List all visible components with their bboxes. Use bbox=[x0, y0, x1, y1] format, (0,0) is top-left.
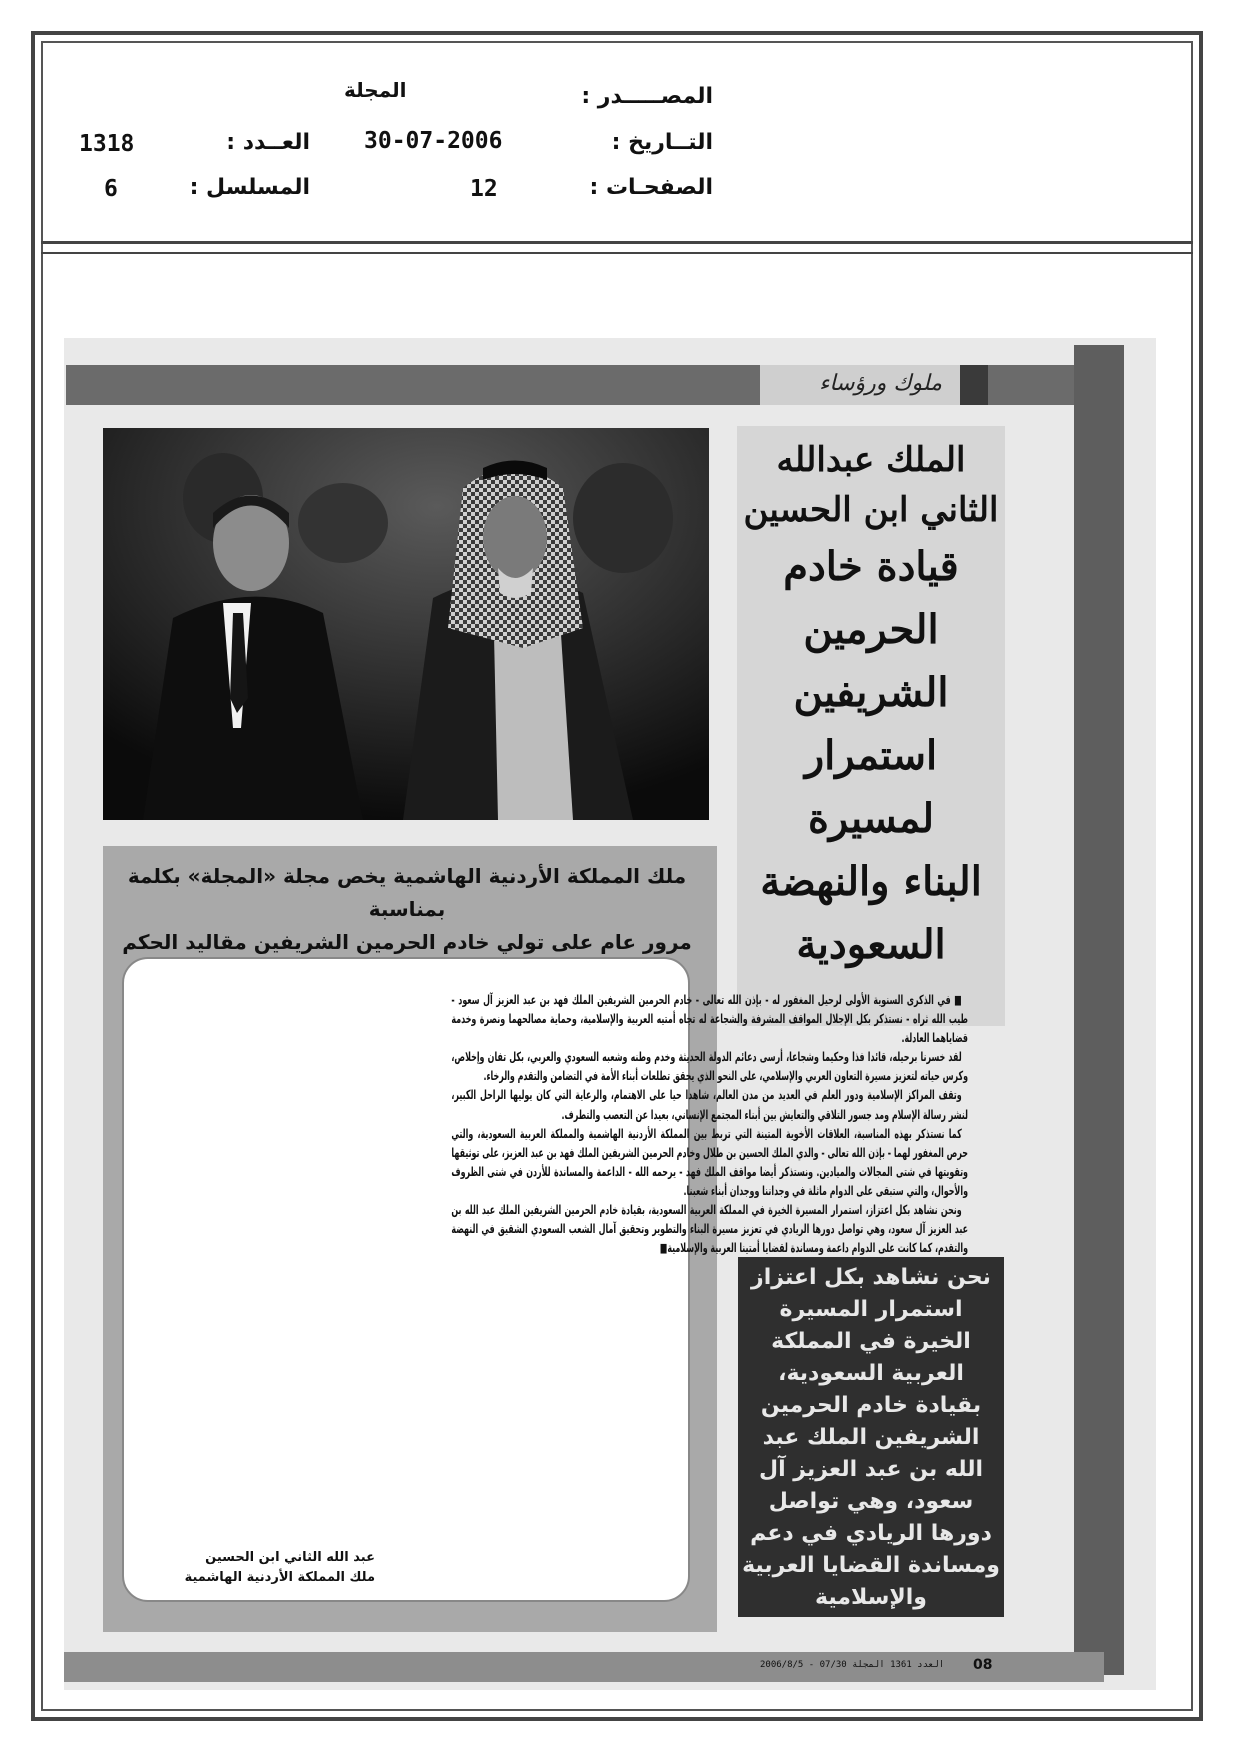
title-line: البناء والنهضة bbox=[760, 858, 982, 905]
pull-quote: نحن نشاهد بكل اعتزاز استمرار المسيرة الخيرة في المملكة العربية السعودية، بقيادة خادم الحرمين الشريفين الملك عبد الله بن عبد العزيز آل سعود، وهي تواصل دورها الريادي في دعم ومساندة القضايا العربية والإسلامية bbox=[742, 1265, 1000, 1610]
body-paragraph: ونحن نشاهد بكل اعتزاز، استمرار المسيرة الخيرة في المملكة العربية السعودية، بقيادة خادم الحرمين الشريفين الملك عبد الله بن عبد العزيز آل سعود، وهي تواصل دورها الريادي في تعزيز مسيرة البناء والتطوير وتحقيق آمال الشعب السعودي الشقيق في النهضة والتقدم، كما كانت على الدوام داعمة ومساندة لقضايا أمتينا العربية والإسلامية■ bbox=[451, 1202, 968, 1256]
title-line: قيادة خادم bbox=[783, 543, 959, 590]
header-divider-thin bbox=[41, 252, 1193, 254]
article-title bbox=[740, 435, 1002, 976]
title-line: الثاني ابن الحسين bbox=[743, 490, 999, 530]
header-divider bbox=[41, 241, 1193, 244]
right-edge-bar bbox=[1074, 345, 1124, 1675]
issue-label: العــدد : bbox=[226, 130, 310, 155]
section-tag-square bbox=[960, 365, 988, 405]
title-line: الشريفين bbox=[793, 669, 949, 716]
section-tag bbox=[760, 365, 988, 405]
date-value: 30-07-2006 bbox=[364, 128, 503, 154]
pages-value: 12 bbox=[470, 176, 498, 202]
serial-label: المسلسل : bbox=[189, 175, 310, 200]
body-paragraph: ■ في الذكرى السنوية الأولى لرحيل المغفور له - بإذن الله تعالى - خادم الحرمين الشريفين الملك فهد بن عبد العزيز آل سعود - طيب الله ثراه - نستذكر بكل الإجلال المواقف المشرفة والشجاعة له تجاه أمتيه العربية والإسلامية، وحماية مصالحهما ونصرة وخدمة قضاياهما العادلة. bbox=[451, 992, 968, 1046]
body-paragraph: وتقف المراكز الإسلامية ودور العلم في العديد من مدن العالم، شاهدا حيا على الاهتمام، والرعاية التي كان يوليها الراحل الكبير، لنشر رسالة الإسلام ومد جسور التلاقي والتعايش بين أبناء المجتمع الإنساني، بعيدا عن التعصب والتطرف. bbox=[451, 1087, 968, 1122]
title-line: الحرمين bbox=[803, 606, 939, 653]
section-tag-label: ملوك ورؤساء bbox=[819, 371, 942, 396]
subheadline-line: مرور عام على تولي خادم الحرمين الشريفين مقاليد الحكم bbox=[122, 930, 692, 954]
signature-title: ملك المملكة الأردنية الهاشمية bbox=[184, 1570, 375, 1585]
serial-value: 6 bbox=[104, 176, 118, 202]
issue-value: 1318 bbox=[79, 131, 135, 157]
signature bbox=[175, 1548, 375, 1588]
body-paragraph: لقد خسرنا برحيله، قائدا فذا وحكيما وشجاعا، أرسى دعائم الدولة الحديثة وخدم وطنه وشعبه السعودي والعربي، بكل تفان وإخلاص، وكرس حياته لتعزيز مسيرة التعاون العربي والإسلامي، على النحو الذي يحقق تطلعات أبناء الأمة في التضامن والتقدم والرخاء. bbox=[451, 1049, 968, 1084]
subheadline bbox=[108, 860, 706, 959]
source-label: المصـــــدر : bbox=[581, 84, 713, 109]
page-number: 08 bbox=[973, 1657, 993, 1673]
article-photo bbox=[103, 428, 709, 820]
footer-line: 2006/8/5 - 07/30 العدد 1361 المجلة bbox=[760, 1660, 945, 1670]
article-body bbox=[451, 990, 968, 1257]
date-label: التــاريخ : bbox=[611, 130, 713, 155]
title-line: الملك عبدالله bbox=[776, 440, 966, 480]
body-paragraph: كما نستذكر بهذه المناسبة، العلاقات الأخوية المتينة التي تربط بين المملكة الأردنية الهاشمية والمملكة العربية السعودية، والتي حرص المغفور لهما - بإذن الله تعالى - والدي الملك الحسين بن طلال وخادم الحرمين الشريفين الملك فهد بن عبد العزيز، على توثيقها وتقويتها في شتى المجالات والميادين. ونستذكر أيضا مواقف الملك فهد - يرحمه الله - الداعمة والمساندة للأردن في شتى الظروف والأحوال، والتي ستبقى على الدوام ماثلة في وجداننا ووجدان أبناء شعبنا. bbox=[451, 1125, 968, 1198]
title-line: السعودية bbox=[796, 921, 946, 968]
signature-name: عبد الله الثاني ابن الحسين bbox=[205, 1550, 375, 1565]
pages-label: الصفحـات : bbox=[589, 175, 713, 200]
source-value: المجلة bbox=[344, 78, 407, 102]
footer-bar bbox=[64, 1652, 1104, 1682]
photo-illustration bbox=[103, 428, 709, 820]
subheadline-line: ملك المملكة الأردنية الهاشمية يخص مجلة «المجلة» بكلمة بمناسبة bbox=[127, 864, 687, 921]
title-line: استمرار لمسيرة bbox=[804, 732, 938, 842]
